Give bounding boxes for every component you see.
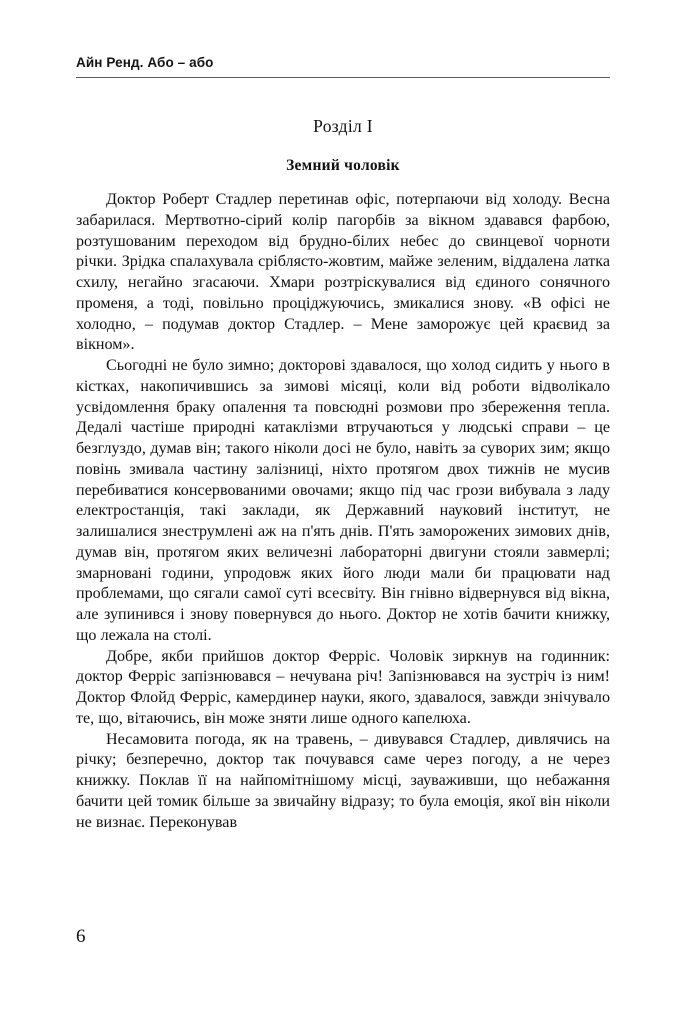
chapter-title: Земний чоловік bbox=[286, 157, 400, 174]
chapter-number: Розділ I bbox=[313, 116, 373, 136]
running-head bbox=[76, 54, 610, 78]
running-head-title: Айн Ренд. Або – або bbox=[76, 55, 214, 70]
body-text bbox=[76, 190, 610, 833]
running-head-divider bbox=[76, 77, 610, 78]
paragraph: Сьогодні не було зимно; докторові здавалося, що холод сидить у нього в кістках, накопичившись за зимові місяці, коли від роботи відволікало усвідомлення браку опалення та повсюдні розмови про збереження тепла. Дедалі частіше природні катаклізми втручаються у людські справи – це безглуздо, думав він; такого ніколи досі не було, навіть за суворих зим; якщо повінь змивала частину залізниці, ніхто протягом двох тижнів не мусив перебиватися консервованими овочами; якщо під час грози вибувала з ладу електростанція, такі заклади, як Державний науковий інститут, не залишалися знеструмлені аж на п'ять днів. П'ять заморожених зимових днів, думав він, протягом яких величезні лабораторні двигуни стояли завмерлі; змарновані години, упродовж яких його люди мали би працювати над проблемами, що сягали самої суті всесвіту. Він гнівно відвернувся від вікна, але зупинився і знову повернувся до нього. Доктор не хотів бачити книжку, що лежала на столі. bbox=[76, 357, 610, 644]
paragraph: Доктор Роберт Стадлер перетинав офіс, потерпаючи від холоду. Весна забарилася. Мертвотно-сірий колір пагорбів за вікном здавався фарбою, розтушованим переходом від брудно-білих небес до свинцевої чорноти річки. Зрідка спалахувала сріблясто-жовтим, майже зеленим, віддалена латка схилу, негайно згасаючи. Хмари розтріскувалися від єдиного сонячного променя, а тоді, повільно проціджуючись, змикалися знову. «В офісі не холодно, – подумав доктор Стадлер. – Мене заморожує цей краєвид за вікном». bbox=[76, 191, 610, 354]
paragraph: Несамовита погода, як на травень, – дивувався Стадлер, дивлячись на річку; безперечно, доктор так почувався саме через погоду, а не через книжку. Поклав її на найпомітнішому місці, зауваживши, що небажання бачити цей томик більше за звичайну відразу; то була емоція, якої він ніколи не визнає. Переконував bbox=[76, 730, 610, 831]
page-number: 6 bbox=[76, 926, 86, 947]
paragraph: Добре, якби прийшов доктор Ферріс. Чоловік зиркнув на годинник: доктор Ферріс запізнювався – нечувана річ! Запізнювався на зустріч із ним! Доктор Флойд Ферріс, камердинер науки, якого, здавалося, завжди знічувало те, що, вітаючись, він може зняти лише одного капелюха. bbox=[76, 647, 610, 727]
